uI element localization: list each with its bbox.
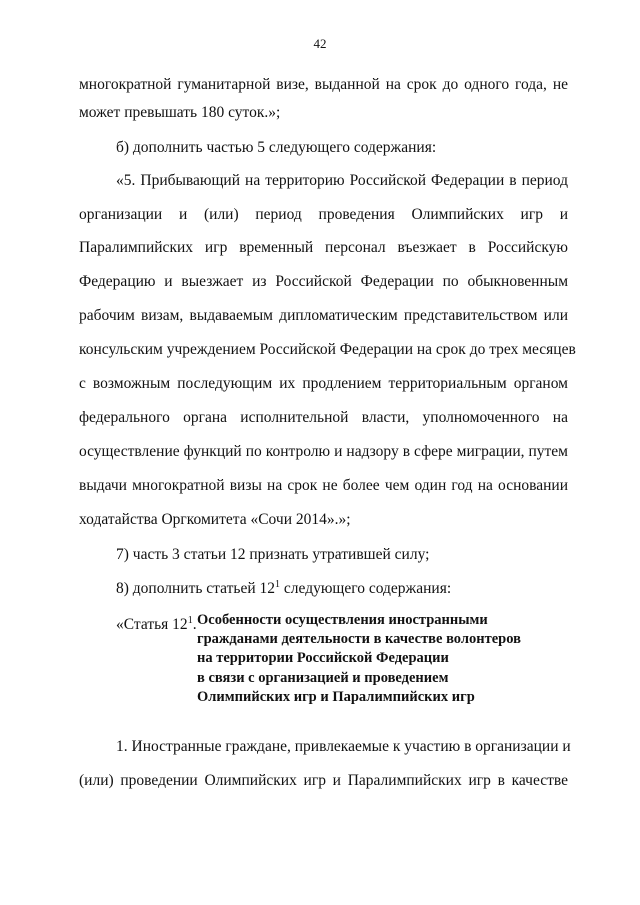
article-heading-prefix [116,611,197,635]
text-line: б) дополнить частью 5 следующего содержания: [116,139,437,156]
text-line: (или) проведении Олимпийских игр и Паралимпийских игр в качестве [79,772,568,789]
article-label: «Статья 12 [116,616,188,633]
page-number: 42 [313,36,327,51]
text-line: организации и (или) период проведения Олимпийских игр и [79,206,568,223]
text-line: многократной гуманитарной визе, выданной на срок до одного года, не [79,76,568,93]
text-line: федерального органа исполнительной власти, уполномоченного на [79,409,568,426]
text-line: с возможным последующим их продлением территориальным органом [79,375,568,392]
text-line: консульским учреждением Российской Федерации на срок до трех месяцев [79,341,576,358]
text-line: выдачи многократной визы на срок не более чем один год на основании [79,477,568,494]
article-title-line: в связи с организацией и проведением [197,669,449,686]
text-line: «5. Прибывающий на территорию Российской Федерации в период [116,172,568,189]
text-fragment: следующего содержания: [280,580,452,597]
text-line: осуществление функций по контролю и надзору в сфере миграции, путем [79,443,568,460]
text-line: 1. Иностранные граждане, привлекаемые к участию в организации и [116,738,571,755]
article-title-line: на территории Российской Федерации [197,650,449,667]
article-superscript: 1 [187,615,193,626]
text-line: Федерацию и выезжает из Российской Федерации по обыкновенным [79,273,568,290]
article-title-line: Олимпийских игр и Паралимпийских игр [197,688,475,705]
superscript: 1 [275,579,281,590]
text-line: ходатайства Оргкомитета «Сочи 2014».»; [79,511,351,528]
article-title [197,611,521,707]
text-line: рабочим визам, выдаваемым дипломатическим представительством или [79,307,568,324]
text-fragment: 8) дополнить статьей 12 [116,580,276,597]
text-line: может превышать 180 суток.»; [79,104,281,121]
text-line [116,579,451,599]
text-line: Паралимпийских игр временный персонал въезжает в Российскую [79,239,568,256]
article-label-suffix: . [192,616,197,633]
article-title-line: гражданами деятельности в качестве волонтеров [197,631,521,648]
text-line: 7) часть 3 статьи 12 признать утратившей силу; [116,546,430,563]
article-title-line: Особенности осуществления иностранными [197,612,488,628]
